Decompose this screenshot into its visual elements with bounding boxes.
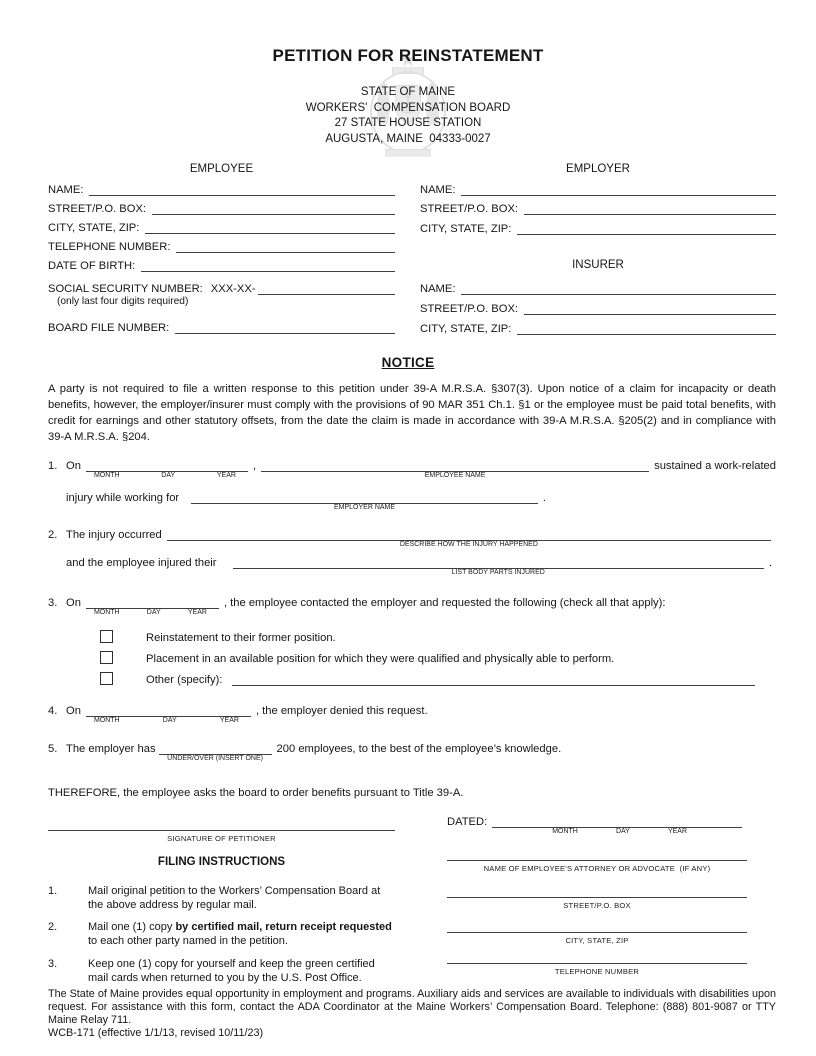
item2-injury-description-line[interactable] [167,528,771,548]
attorney-name-line[interactable] [447,860,747,861]
item5-under-over-line[interactable] [159,742,272,762]
dated-label: DATED: [447,816,488,828]
filing-2-post: to each other party named in the petition. [88,935,288,947]
employer-name-row [420,182,776,196]
employee-board-file-line[interactable] [175,320,395,334]
item1-on-label: On [66,460,81,472]
employer-name-line[interactable] [461,182,776,196]
item1-line2 [66,491,546,511]
employee-name-line[interactable] [89,182,395,196]
attorney-name-block [447,860,747,873]
employer-name-label: NAME: [420,184,456,196]
day-sublabel: DAY [161,472,176,479]
item1-date-sublabels [86,472,248,479]
employee-street-row [48,201,395,215]
filing-instruction-3 [48,957,396,985]
notice-heading: NOTICE [381,355,435,370]
checkbox-reinstatement[interactable] [100,630,113,643]
form-id: WCB-171 (effective 1/1/13, revised 10/11/23) [48,1027,264,1039]
agency-address-block [0,85,816,147]
item4-tail-text: , the employer denied this request. [255,705,428,717]
option-other-label: Other (specify): [146,674,223,686]
employer-street-label: STREET/P.O. BOX: [420,203,519,215]
attorney-street-line[interactable] [447,897,747,898]
agency-board-line: WORKERS' COMPENSATION BOARD [305,101,511,114]
attorney-street-caption: STREET/P.O. BOX [563,901,631,910]
notice-paragraph: A party is not required to file a written response to this petition under 39-A M.R.S.A. §307(3). Upon notice of a claim for incapacity or death benefits, however, the employer/insurer must comply with the provisions of 90 MAR 351 Ch.1. §1 or the employee must be paid total benefits, with credit for earnings and other statutory offsets, from the date the claim is made in accordance with 39-A M.R.S.A. §205(2) and in compliance with 39-A M.R.S.A. §204. [48,383,776,443]
employee-name-sublabel: EMPLOYEE NAME [424,472,486,479]
item2-number: 2. [48,529,58,541]
month-sublabel: MONTH [93,609,120,616]
day-sublabel: DAY [615,828,630,835]
item2-line2 [66,556,772,576]
employee-city-label: CITY, STATE, ZIP: [48,222,140,234]
employer-name-sublabel: EMPLOYER NAME [333,504,396,511]
employee-name-row [48,182,395,196]
item3-date-line[interactable] [86,596,219,616]
insurer-name-row [420,281,776,295]
item1-date-line[interactable] [86,459,248,479]
item3-line1 [48,596,776,616]
employee-ssn-note: (only last four digits required) [57,296,189,307]
filing-3-number: 3. [48,958,58,970]
insurer-name-line[interactable] [461,281,776,295]
dated-line[interactable] [492,815,742,835]
insurer-city-row [420,321,776,335]
month-sublabel: MONTH [93,472,120,479]
insurer-name-label: NAME: [420,283,456,295]
dated-row [447,815,747,835]
year-sublabel: YEAR [667,828,687,835]
item1-comma: , [252,460,257,472]
item5-lead-text: The employer has [66,743,156,755]
filing-instruction-1 [48,884,396,912]
item1-employer-name-line[interactable] [191,491,538,511]
filing-1-text [88,884,396,912]
year-sublabel: YEAR [219,717,239,724]
insurer-city-label: CITY, STATE, ZIP: [420,323,512,335]
filing-3-pre: Keep one (1) copy for yourself and keep the green certified mail cards when returned to you by the U.S. Post Office. [88,958,375,984]
filing-3-text [88,957,396,985]
other-specify-line[interactable] [232,673,755,686]
attorney-phone-caption: TELEPHONE NUMBER [554,967,640,976]
employee-city-row [48,220,395,234]
form-title: PETITION FOR REINSTATEMENT [272,46,544,65]
employee-ssn-line[interactable] [258,281,395,295]
item5-tail-text: 200 employees, to the best of the employee’s knowledge. [276,743,562,755]
agency-state-line: STATE OF MAINE [360,86,456,98]
body-parts-sublabel: LIST BODY PARTS INJURED [451,569,545,576]
under-over-sublabel: UNDER/OVER (INSERT ONE) [167,755,263,762]
item4-on-label: On [66,705,81,717]
employee-dob-row [48,258,395,272]
attorney-phone-block [447,963,747,976]
item5-number: 5. [48,743,58,755]
item1-tail-text: sustained a work-related [654,460,776,472]
employer-street-line[interactable] [524,201,776,215]
year-sublabel: YEAR [187,609,207,616]
employer-city-line[interactable] [517,221,776,235]
signature-block [48,830,395,843]
month-sublabel: MONTH [93,717,120,724]
dated-sublabels [492,828,742,835]
item5-line [48,742,776,762]
item3-on-label: On [66,597,81,609]
item3-tail-text: , the employee contacted the employer and requested the following (check all that apply): [223,597,666,609]
therefore-statement: THEREFORE, the employee asks the board to order benefits pursuant to Title 39-A. [48,787,464,799]
item1-employee-name-line[interactable] [261,459,649,479]
attorney-name-caption: NAME OF EMPLOYEE'S ATTORNEY OR ADVOCATE (IF ANY) [483,864,711,873]
employee-name-label: NAME: [48,184,84,196]
employee-phone-label: TELEPHONE NUMBER: [48,241,171,253]
month-sublabel: MONTH [552,828,578,835]
insurer-city-line[interactable] [517,321,776,335]
filing-2-text [88,920,396,948]
item4-date-line[interactable] [86,704,251,724]
day-sublabel: DAY [162,717,177,724]
insurer-street-row [420,301,776,315]
attorney-phone-line[interactable] [447,963,747,964]
employee-ssn-row [48,281,395,295]
employee-city-line[interactable] [145,220,395,234]
item4-line [48,704,776,724]
item2-period: . [768,557,772,569]
signature-caption: SIGNATURE OF PETITIONER [167,834,276,843]
filing-1-pre: Mail original petition to the Workers’ Compensation Board at the above address by regular mail. [88,885,381,911]
item4-date-sublabels [86,717,251,724]
employer-city-row [420,221,776,235]
item2-line1 [48,528,776,548]
agency-street-line: 27 STATE HOUSE STATION [334,117,482,130]
employee-street-label: STREET/P.O. BOX: [48,203,147,215]
employee-street-line[interactable] [152,201,395,215]
option-reinstatement-label: Reinstatement to their former position. [146,632,336,644]
injury-description-sublabel: DESCRIBE HOW THE INJURY HAPPENED [399,541,538,548]
employee-dob-line[interactable] [141,258,395,272]
filing-1-number: 1. [48,885,58,897]
item3-number: 3. [48,597,58,609]
item1-line1 [48,459,776,479]
attorney-city-line[interactable] [447,932,747,933]
option-reinstatement-row [100,630,336,644]
employee-dob-label: DATE OF BIRTH: [48,260,136,272]
employer-city-label: CITY, STATE, ZIP: [420,223,512,235]
employee-ssn-label: SOCIAL SECURITY NUMBER: [48,283,203,295]
agency-city-line: AUGUSTA, MAINE 04333-0027 [325,132,491,145]
filing-instruction-2 [48,920,396,948]
employee-phone-line[interactable] [176,239,395,253]
attorney-street-block [447,897,747,910]
item4-number: 4. [48,705,58,717]
employer-street-row [420,201,776,215]
filing-2-bold: by certified mail, return receipt requested [175,921,392,933]
employee-phone-row [48,239,395,253]
option-other-row [100,672,760,686]
day-sublabel: DAY [146,609,161,616]
employee-section-heading: EMPLOYEE [189,163,254,175]
attorney-city-block [447,932,747,945]
option-placement-row [100,651,614,665]
checkbox-placement[interactable] [100,651,113,664]
employee-board-file-row [48,320,395,334]
filing-instructions-heading: FILING INSTRUCTIONS [157,856,286,868]
item1-period: . [542,492,546,504]
insurer-street-label: STREET/P.O. BOX: [420,303,519,315]
insurer-street-line[interactable] [524,301,776,315]
insurer-section-heading: INSURER [572,259,624,271]
filing-2-number: 2. [48,921,58,933]
item2-lead-text: The injury occurred [66,529,162,541]
item2-line2-text: and the employee injured their [66,557,217,569]
option-placement-label: Placement in an available position for which they were qualified and physically able to perform. [146,653,615,665]
item1-number: 1. [48,460,58,472]
year-sublabel: YEAR [216,472,236,479]
item3-date-sublabels [86,609,219,616]
filing-2-pre: Mail one (1) copy [88,921,176,933]
item2-body-parts-line[interactable] [233,556,764,576]
attorney-city-caption: CITY, STATE, ZIP [565,936,629,945]
item1-line2-text: injury while working for [66,492,180,504]
checkbox-other[interactable] [100,672,113,685]
employee-board-file-label: BOARD FILE NUMBER: [48,322,170,334]
signature-line[interactable] [48,830,395,831]
employee-ssn-prefix: XXX-XX- [210,283,256,295]
ada-notice: The State of Maine provides equal opportunity in employment and programs. Auxiliary aids and services are available to individuals with disabilities upon request. For assistance with this form, contact the ADA Coordinator at the Maine Workers’ Compensation Board. Telephone: (888) 801-9087 or TTY Maine Relay 711. [48,988,776,1027]
employer-section-heading: EMPLOYER [566,163,630,175]
